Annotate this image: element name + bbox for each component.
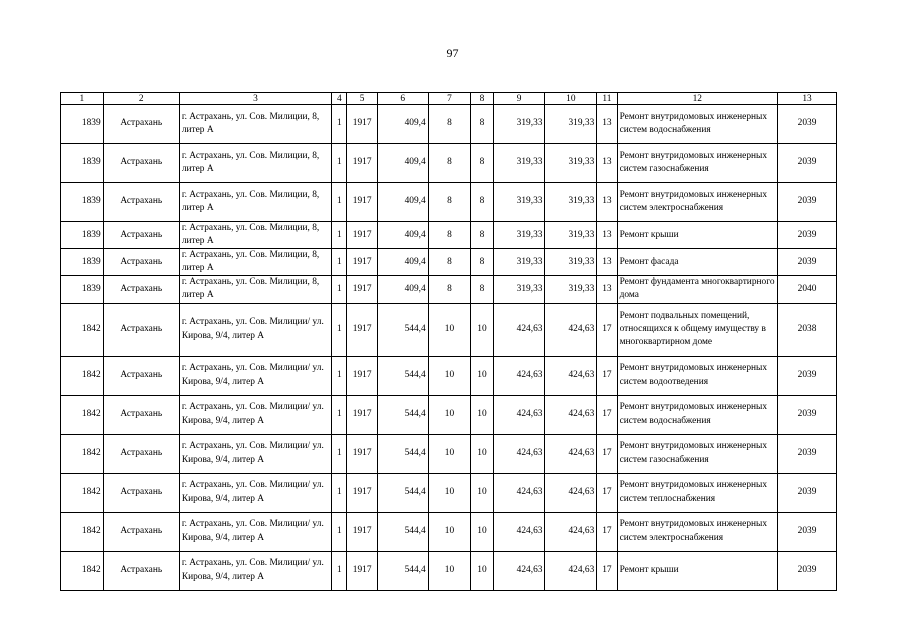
- cell-col4: 1: [332, 183, 347, 222]
- cell-city: Астрахань: [103, 395, 179, 434]
- cell-col8: 8: [471, 222, 493, 249]
- cell-col9: 424,63: [493, 356, 545, 395]
- table-row: [61, 434, 837, 473]
- cell-area: 544,4: [377, 551, 428, 590]
- cell-area: 409,4: [377, 144, 428, 183]
- cell-year: 1917: [347, 183, 377, 222]
- cell-year: 1917: [347, 249, 377, 276]
- column-header: 11: [597, 93, 617, 105]
- cell-year-planned: 2039: [778, 356, 837, 395]
- cell-col4: 1: [332, 276, 347, 303]
- cell-col8: 10: [471, 434, 493, 473]
- cell-work-type: Ремонт крыши: [617, 222, 777, 249]
- cell-object-id: 1842: [61, 395, 104, 434]
- cell-col8: 10: [471, 512, 493, 551]
- column-number-row: [61, 93, 837, 105]
- column-header: 6: [377, 93, 428, 105]
- cell-object-id: 1839: [61, 249, 104, 276]
- cell-col9: 424,63: [493, 551, 545, 590]
- cell-city: Астрахань: [103, 551, 179, 590]
- cell-city: Астрахань: [103, 356, 179, 395]
- cell-address: г. Астрахань, ул. Сов. Милиции, 8, литер А: [179, 183, 331, 222]
- table-row: [61, 144, 837, 183]
- cell-col7: 10: [428, 303, 471, 356]
- column-header: 3: [179, 93, 331, 105]
- cell-city: Астрахань: [103, 222, 179, 249]
- cell-address: г. Астрахань, ул. Сов. Милиции, 8, литер А: [179, 105, 331, 144]
- cell-year-planned: 2039: [778, 183, 837, 222]
- cell-col10: 424,63: [545, 395, 597, 434]
- cell-area: 409,4: [377, 249, 428, 276]
- cell-col9: 424,63: [493, 303, 545, 356]
- cell-address: г. Астрахань, ул. Сов. Милиции/ ул. Кирова, 9/4, литер А: [179, 512, 331, 551]
- cell-year-planned: 2039: [778, 144, 837, 183]
- cell-city: Астрахань: [103, 473, 179, 512]
- cell-col7: 10: [428, 434, 471, 473]
- cell-work-type: Ремонт фасада: [617, 249, 777, 276]
- cell-col7: 8: [428, 144, 471, 183]
- cell-col8: 8: [471, 183, 493, 222]
- cell-address: г. Астрахань, ул. Сов. Милиции/ ул. Кирова, 9/4, литер А: [179, 473, 331, 512]
- column-header: 4: [332, 93, 347, 105]
- cell-col8: 10: [471, 551, 493, 590]
- cell-area: 544,4: [377, 303, 428, 356]
- cell-object-id: 1839: [61, 144, 104, 183]
- cell-col7: 10: [428, 395, 471, 434]
- cell-year-planned: 2039: [778, 473, 837, 512]
- cell-area: 544,4: [377, 473, 428, 512]
- cell-area: 544,4: [377, 434, 428, 473]
- table-row: [61, 276, 837, 303]
- cell-city: Астрахань: [103, 183, 179, 222]
- cell-col8: 8: [471, 105, 493, 144]
- cell-city: Астрахань: [103, 303, 179, 356]
- cell-col10: 319,33: [545, 105, 597, 144]
- table-row: [61, 183, 837, 222]
- cell-col4: 1: [332, 473, 347, 512]
- cell-year-planned: 2039: [778, 512, 837, 551]
- cell-col4: 1: [332, 303, 347, 356]
- column-header: 2: [103, 93, 179, 105]
- cell-object-id: 1842: [61, 473, 104, 512]
- cell-col11: 17: [597, 551, 617, 590]
- cell-col4: 1: [332, 356, 347, 395]
- cell-year: 1917: [347, 105, 377, 144]
- cell-col11: 17: [597, 434, 617, 473]
- cell-col10: 319,33: [545, 222, 597, 249]
- table-row: [61, 303, 837, 356]
- cell-col11: 13: [597, 183, 617, 222]
- cell-work-type: Ремонт фундамента многоквартирного дома: [617, 276, 777, 303]
- cell-col7: 8: [428, 105, 471, 144]
- cell-address: г. Астрахань, ул. Сов. Милиции/ ул. Кирова, 9/4, литер А: [179, 303, 331, 356]
- cell-city: Астрахань: [103, 512, 179, 551]
- cell-col4: 1: [332, 434, 347, 473]
- cell-work-type: Ремонт внутридомовых инженерных систем водоснабжения: [617, 105, 777, 144]
- cell-col9: 319,33: [493, 183, 545, 222]
- cell-area: 544,4: [377, 356, 428, 395]
- cell-year-planned: 2039: [778, 222, 837, 249]
- cell-col7: 10: [428, 512, 471, 551]
- cell-col7: 10: [428, 551, 471, 590]
- cell-col10: 319,33: [545, 276, 597, 303]
- column-header: 7: [428, 93, 471, 105]
- cell-col8: 8: [471, 144, 493, 183]
- cell-object-id: 1839: [61, 105, 104, 144]
- cell-object-id: 1839: [61, 183, 104, 222]
- cell-col4: 1: [332, 144, 347, 183]
- cell-year: 1917: [347, 551, 377, 590]
- cell-col7: 10: [428, 356, 471, 395]
- cell-year-planned: 2040: [778, 276, 837, 303]
- cell-col4: 1: [332, 222, 347, 249]
- cell-year-planned: 2039: [778, 551, 837, 590]
- cell-col10: 424,63: [545, 551, 597, 590]
- cell-col10: 319,33: [545, 249, 597, 276]
- cell-col11: 13: [597, 144, 617, 183]
- cell-object-id: 1839: [61, 276, 104, 303]
- cell-col9: 319,33: [493, 105, 545, 144]
- cell-area: 409,4: [377, 276, 428, 303]
- cell-col4: 1: [332, 395, 347, 434]
- cell-address: г. Астрахань, ул. Сов. Милиции/ ул. Кирова, 9/4, литер А: [179, 356, 331, 395]
- cell-col9: 319,33: [493, 249, 545, 276]
- cell-col11: 17: [597, 473, 617, 512]
- cell-col8: 8: [471, 249, 493, 276]
- cell-work-type: Ремонт внутридомовых инженерных систем электроснабжения: [617, 183, 777, 222]
- cell-col11: 17: [597, 356, 617, 395]
- cell-col11: 17: [597, 512, 617, 551]
- cell-work-type: Ремонт внутридомовых инженерных систем теплоснабжения: [617, 473, 777, 512]
- cell-year-planned: 2039: [778, 395, 837, 434]
- cell-work-type: Ремонт внутридомовых инженерных систем газоснабжения: [617, 434, 777, 473]
- column-header: 8: [471, 93, 493, 105]
- cell-area: 544,4: [377, 395, 428, 434]
- cell-col7: 10: [428, 473, 471, 512]
- cell-city: Астрахань: [103, 105, 179, 144]
- cell-col11: 17: [597, 395, 617, 434]
- cell-year: 1917: [347, 144, 377, 183]
- table-body: [61, 105, 837, 591]
- cell-area: 409,4: [377, 183, 428, 222]
- cell-year: 1917: [347, 473, 377, 512]
- cell-col4: 1: [332, 249, 347, 276]
- cell-address: г. Астрахань, ул. Сов. Милиции/ ул. Кирова, 9/4, литер А: [179, 395, 331, 434]
- table-row: [61, 395, 837, 434]
- cell-col10: 424,63: [545, 434, 597, 473]
- cell-work-type: Ремонт внутридомовых инженерных систем электроснабжения: [617, 512, 777, 551]
- cell-city: Астрахань: [103, 434, 179, 473]
- cell-city: Астрахань: [103, 144, 179, 183]
- cell-col8: 10: [471, 395, 493, 434]
- cell-work-type: Ремонт подвальных помещений, относящихся к общему имуществу в многоквартирном доме: [617, 303, 777, 356]
- cell-col8: 10: [471, 473, 493, 512]
- cell-col8: 10: [471, 356, 493, 395]
- cell-col10: 424,63: [545, 356, 597, 395]
- cell-col11: 13: [597, 222, 617, 249]
- cell-col10: 424,63: [545, 303, 597, 356]
- cell-year-planned: 2039: [778, 249, 837, 276]
- cell-col10: 424,63: [545, 512, 597, 551]
- cell-object-id: 1842: [61, 356, 104, 395]
- cell-city: Астрахань: [103, 276, 179, 303]
- cell-year: 1917: [347, 303, 377, 356]
- cell-col7: 8: [428, 276, 471, 303]
- cell-area: 409,4: [377, 105, 428, 144]
- cell-col7: 8: [428, 249, 471, 276]
- column-header: 1: [61, 93, 104, 105]
- cell-address: г. Астрахань, ул. Сов. Милиции, 8, литер А: [179, 222, 331, 249]
- cell-work-type: Ремонт внутридомовых инженерных систем водоотведения: [617, 356, 777, 395]
- cell-col4: 1: [332, 512, 347, 551]
- column-header: 13: [778, 93, 837, 105]
- cell-year: 1917: [347, 276, 377, 303]
- cell-col4: 1: [332, 105, 347, 144]
- table-row: [61, 105, 837, 144]
- cell-col7: 8: [428, 222, 471, 249]
- cell-col9: 424,63: [493, 395, 545, 434]
- cell-year-planned: 2039: [778, 434, 837, 473]
- cell-year: 1917: [347, 395, 377, 434]
- cell-object-id: 1842: [61, 434, 104, 473]
- cell-col9: 319,33: [493, 222, 545, 249]
- column-header: 12: [617, 93, 777, 105]
- cell-address: г. Астрахань, ул. Сов. Милиции/ ул. Кирова, 9/4, литер А: [179, 434, 331, 473]
- table-row: [61, 551, 837, 590]
- table-row: [61, 356, 837, 395]
- table-row: [61, 473, 837, 512]
- cell-city: Астрахань: [103, 249, 179, 276]
- cell-object-id: 1842: [61, 512, 104, 551]
- cell-area: 409,4: [377, 222, 428, 249]
- cell-col10: 424,63: [545, 473, 597, 512]
- cell-object-id: 1842: [61, 551, 104, 590]
- cell-col9: 319,33: [493, 144, 545, 183]
- cell-address: г. Астрахань, ул. Сов. Милиции, 8, литер А: [179, 276, 331, 303]
- table-row: [61, 249, 837, 276]
- cell-col9: 424,63: [493, 512, 545, 551]
- cell-col11: 17: [597, 303, 617, 356]
- cell-object-id: 1842: [61, 303, 104, 356]
- cell-year: 1917: [347, 356, 377, 395]
- cell-year: 1917: [347, 222, 377, 249]
- cell-col9: 424,63: [493, 434, 545, 473]
- cell-work-type: Ремонт внутридомовых инженерных систем водоснабжения: [617, 395, 777, 434]
- cell-work-type: Ремонт внутридомовых инженерных систем газоснабжения: [617, 144, 777, 183]
- table-row: [61, 512, 837, 551]
- cell-col8: 8: [471, 276, 493, 303]
- cell-work-type: Ремонт крыши: [617, 551, 777, 590]
- cell-address: г. Астрахань, ул. Сов. Милиции/ ул. Кирова, 9/4, литер А: [179, 551, 331, 590]
- cell-col11: 13: [597, 249, 617, 276]
- cell-col10: 319,33: [545, 183, 597, 222]
- cell-col11: 13: [597, 276, 617, 303]
- register-table: [60, 92, 837, 591]
- page-number: 97: [446, 46, 459, 60]
- column-header: 5: [347, 93, 377, 105]
- cell-address: г. Астрахань, ул. Сов. Милиции, 8, литер А: [179, 249, 331, 276]
- table-row: [61, 222, 837, 249]
- column-header: 9: [493, 93, 545, 105]
- cell-year-planned: 2038: [778, 303, 837, 356]
- cell-col9: 319,33: [493, 276, 545, 303]
- cell-col7: 8: [428, 183, 471, 222]
- cell-col4: 1: [332, 551, 347, 590]
- cell-year-planned: 2039: [778, 105, 837, 144]
- column-header: 10: [545, 93, 597, 105]
- cell-year: 1917: [347, 512, 377, 551]
- table-header: [61, 93, 837, 105]
- cell-col8: 10: [471, 303, 493, 356]
- cell-area: 544,4: [377, 512, 428, 551]
- cell-col9: 424,63: [493, 473, 545, 512]
- cell-object-id: 1839: [61, 222, 104, 249]
- cell-address: г. Астрахань, ул. Сов. Милиции, 8, литер А: [179, 144, 331, 183]
- cell-year: 1917: [347, 434, 377, 473]
- cell-col10: 319,33: [545, 144, 597, 183]
- cell-col11: 13: [597, 105, 617, 144]
